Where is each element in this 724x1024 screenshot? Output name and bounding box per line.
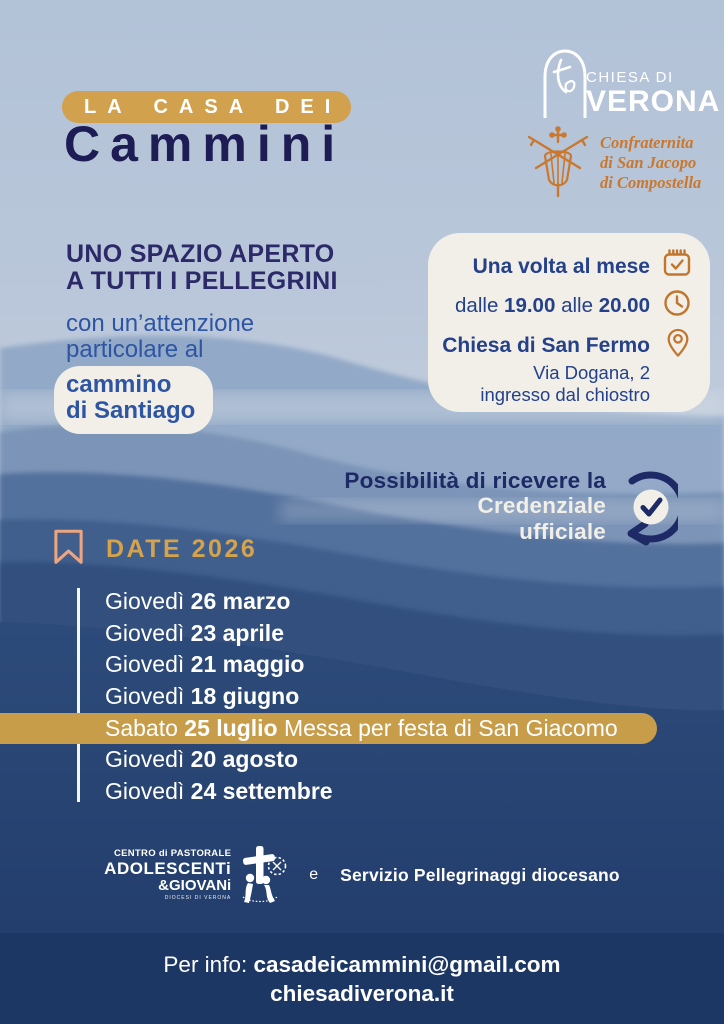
footer-email: casadeicammini@gmail.com [253, 951, 561, 977]
date-day: Giovedì [105, 683, 185, 710]
credential-line2: Credenziale [477, 493, 606, 519]
time-pre: dalle [455, 294, 499, 317]
date-value: 23 aprile [190, 619, 284, 646]
date-row-highlighted [0, 713, 657, 745]
date-day: Giovedì [105, 588, 185, 614]
entrance-row [438, 384, 694, 406]
date-row [0, 618, 724, 650]
time-mid: alle [561, 294, 593, 317]
date-day: Giovedì [105, 778, 185, 805]
confraternita-text [600, 133, 701, 192]
calendar-check-icon [662, 248, 692, 278]
frequency-row [438, 252, 694, 279]
date-row [0, 776, 724, 808]
location-pin-icon-wrap [664, 327, 692, 366]
intro-heading-line1: UNO SPAZIO APERTO [66, 240, 335, 268]
intro-block [66, 241, 406, 434]
credential-block [338, 461, 678, 551]
chiesa-verona-logo-text [586, 70, 720, 118]
footer-bar [0, 933, 724, 1024]
address-text: Via Dogana, 2 [533, 362, 650, 383]
dates-list [0, 586, 724, 808]
dates-heading [53, 529, 257, 565]
footer-website: chiesadiverona.it [270, 980, 454, 1006]
partners-row [0, 845, 724, 905]
frequency-text: Una volta al mese [472, 255, 650, 278]
credential-line1: Possibilità di ricevere la [344, 467, 606, 493]
address-row [438, 362, 694, 384]
cpag-logo-text [104, 849, 231, 902]
time-start: 19.00 [504, 294, 556, 317]
cpag-logo [104, 845, 287, 905]
conjunction-text: e [309, 866, 319, 883]
date-row [0, 649, 724, 681]
confraternita-emblem [522, 126, 701, 200]
chiesa-logo-line2: VERONA [586, 85, 721, 118]
date-row [0, 586, 724, 618]
date-day: Giovedì [105, 651, 185, 678]
title-eyebrow: LA CASA DEI [84, 96, 342, 118]
cpag-line1: CENTRO di PASTORALE [113, 847, 232, 859]
entrance-text: ingresso dal chiostro [480, 384, 650, 405]
dates-heading-text: DATE 2026 [106, 534, 258, 563]
intro-sub [66, 311, 406, 363]
intro-sub-line1: con un’attenzione [66, 310, 255, 337]
place-row [438, 334, 694, 358]
credential-line3: ufficiale [519, 518, 606, 544]
scallop-shell-staffs-icon [522, 126, 594, 200]
date-day: Giovedì [105, 746, 185, 773]
date-row [0, 744, 724, 776]
bookmark-icon [53, 529, 84, 565]
date-day: Sabato [105, 714, 178, 741]
clock-icon-wrap [662, 288, 692, 324]
date-day: Giovedì [105, 619, 185, 646]
highlight-line1: cammino [66, 371, 172, 398]
footer-info-line [0, 950, 724, 979]
highlight-line2: di Santiago [66, 397, 196, 424]
title-block [62, 91, 351, 172]
cpag-cross-figures-icon [233, 845, 287, 905]
calendar-icon-wrap [662, 248, 692, 284]
date-row [0, 681, 724, 713]
credential-check-circular-arrow-icon [618, 461, 678, 551]
event-info-card [428, 233, 710, 412]
place-name: Chiesa di San Fermo [442, 334, 650, 357]
chiesa-logo-line1: CHIESA DI [586, 69, 674, 86]
location-pin-icon [664, 327, 692, 360]
clock-icon [662, 288, 692, 318]
confraternita-line2: di San Jacopo [600, 153, 697, 173]
footer-prefix: Per info: [163, 951, 248, 977]
cpag-line2: ADOLESCENTi [104, 859, 232, 879]
intro-heading-line2: A TUTTI I PELLEGRINI [66, 267, 338, 295]
cpag-line4: DIOCESI DI VERONA [164, 895, 232, 902]
date-value: 18 giugno [190, 683, 300, 710]
intro-sub-line2: particolare al [66, 336, 204, 363]
date-value: 25 luglio [184, 714, 278, 741]
time-end: 20.00 [598, 294, 650, 317]
chiesa-di-verona-logo [536, 44, 720, 118]
credential-text [338, 468, 606, 545]
confraternita-line3: di Compostella [600, 172, 702, 192]
date-value: 26 marzo [190, 588, 291, 614]
servizio-pellegrinaggi-text: Servizio Pellegrinaggi diocesano [340, 864, 620, 885]
cpag-line3: &GIOVANi [158, 877, 232, 895]
page-title: Cammini [64, 116, 346, 172]
date-value: 24 settembre [190, 778, 333, 805]
time-row [438, 294, 694, 318]
date-note: Messa per festa di San Giacomo [283, 714, 618, 741]
date-value: 21 maggio [190, 651, 305, 678]
date-value: 20 agosto [190, 746, 299, 773]
cammino-highlight-pill [54, 366, 213, 434]
confraternita-line1: Confraternita [600, 133, 694, 153]
